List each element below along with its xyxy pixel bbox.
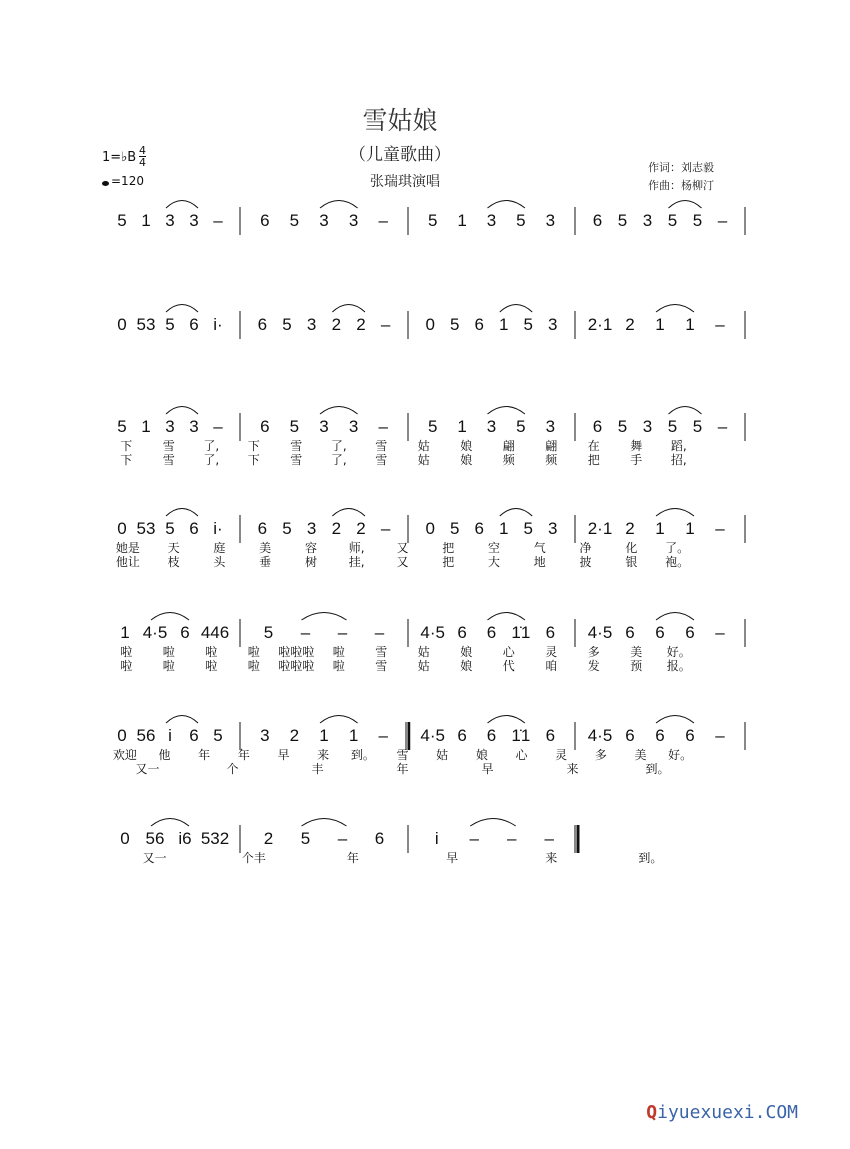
note: 6 bbox=[260, 417, 270, 436]
time-signature: 4 4 bbox=[139, 144, 146, 169]
slur bbox=[151, 819, 189, 827]
note: 6 bbox=[260, 211, 270, 230]
note: 3 bbox=[319, 417, 329, 436]
lyric-syllable: 雪 bbox=[396, 748, 409, 762]
slur bbox=[656, 716, 694, 724]
note: i· bbox=[213, 315, 223, 334]
note: 5 bbox=[427, 211, 438, 230]
note: 6 bbox=[257, 519, 268, 538]
note: i bbox=[168, 726, 172, 745]
tempo-marking: =120 bbox=[102, 174, 144, 188]
lyric-syllable: 好。 bbox=[666, 645, 691, 659]
slur bbox=[320, 201, 358, 209]
slur bbox=[500, 509, 533, 517]
note: 56 bbox=[136, 726, 156, 745]
note: 6 bbox=[486, 623, 497, 642]
note: 6 bbox=[474, 315, 484, 334]
lyric-syllable: 年 bbox=[346, 851, 359, 865]
lyric-syllable: 姑 bbox=[417, 659, 430, 673]
lyric-syllable: 好。 bbox=[668, 748, 693, 762]
note: 5 bbox=[263, 623, 274, 642]
note: 0 bbox=[117, 726, 127, 745]
lyric-syllable: 年 bbox=[396, 762, 409, 776]
lyric-syllable: 娘 bbox=[460, 453, 473, 467]
note: 5 bbox=[667, 417, 678, 436]
slur bbox=[320, 407, 358, 415]
slur bbox=[332, 509, 365, 517]
slur bbox=[470, 819, 516, 827]
note: – bbox=[213, 211, 223, 230]
lyric-syllable: 把 bbox=[442, 555, 455, 569]
slur bbox=[488, 716, 525, 724]
note: – bbox=[717, 417, 728, 436]
note: 3 bbox=[348, 211, 359, 230]
performer-credit: 张瑞琪演唱 bbox=[370, 174, 440, 190]
slur bbox=[302, 819, 347, 827]
note: – bbox=[715, 519, 725, 538]
lyric-syllable: 啦 bbox=[332, 645, 345, 659]
lyric-syllable: 心 bbox=[502, 645, 515, 659]
note: 6 bbox=[189, 726, 199, 745]
lyric-syllable: 庭 bbox=[213, 541, 226, 555]
slur bbox=[500, 305, 533, 313]
lyric-syllable: 他 bbox=[158, 748, 171, 762]
note: 3 bbox=[545, 211, 556, 230]
note: 1 bbox=[457, 211, 467, 230]
lyric-syllable: 雪 bbox=[162, 439, 175, 453]
lyric-syllable: 到。 bbox=[638, 851, 663, 865]
lyric-syllable: 下 bbox=[247, 439, 260, 453]
lyric-syllable: 姑 bbox=[417, 645, 430, 659]
lyric-syllable: 来 bbox=[545, 851, 558, 865]
note: 5 bbox=[692, 417, 703, 436]
note: – bbox=[213, 417, 223, 436]
lyric-syllable: 咱 bbox=[545, 659, 558, 673]
lyric-syllable: 容 bbox=[304, 541, 317, 555]
lyric-syllable: 啦 bbox=[120, 645, 133, 659]
note: 5 bbox=[523, 519, 533, 538]
note: 6 bbox=[257, 315, 268, 334]
note: 5 bbox=[213, 726, 223, 745]
note: 2 bbox=[331, 519, 342, 538]
note: 0 bbox=[117, 315, 127, 334]
slur bbox=[669, 201, 702, 209]
note: – bbox=[378, 726, 388, 745]
lyric-syllable: 预 bbox=[630, 659, 643, 673]
note: 2 bbox=[331, 315, 342, 334]
slur bbox=[488, 201, 525, 209]
lyric-syllable: 舞 bbox=[630, 439, 643, 453]
lyric-syllable: 啦 bbox=[332, 659, 345, 673]
lyric-syllable: 下 bbox=[120, 453, 133, 467]
note: 2 bbox=[625, 519, 635, 538]
note: 3 bbox=[548, 315, 558, 334]
watermark: Qiyuexuexi.COM bbox=[646, 1102, 798, 1123]
lyric-syllable: 娘 bbox=[460, 645, 473, 659]
slur bbox=[302, 613, 347, 621]
note: 4·5 bbox=[587, 623, 613, 642]
lyric-syllable: 代 bbox=[502, 659, 515, 673]
lyric-syllable: 雪 bbox=[375, 659, 388, 673]
slur bbox=[488, 407, 525, 415]
lyric-syllable: 年 bbox=[198, 748, 211, 762]
lyric-syllable: 下 bbox=[120, 439, 133, 453]
note: 1 bbox=[120, 623, 130, 642]
note: 1 bbox=[685, 519, 695, 538]
quarter-note-icon bbox=[102, 181, 109, 186]
slur bbox=[151, 613, 189, 621]
note: i· bbox=[213, 519, 223, 538]
lyric-syllable: 在 bbox=[587, 439, 600, 453]
note: 4·5 bbox=[587, 726, 613, 745]
lyric-syllable: 了, bbox=[330, 439, 347, 453]
slur bbox=[166, 407, 198, 415]
lyric-syllable: 了。 bbox=[665, 541, 690, 555]
lyric-syllable: 啦啦啦 bbox=[278, 645, 315, 659]
lyric-syllable: 招, bbox=[670, 453, 687, 467]
lyric-syllable: 又 bbox=[396, 541, 409, 555]
lyric-syllable: 美 bbox=[259, 541, 272, 555]
lyric-syllable: 欢迎 bbox=[112, 748, 137, 762]
lyric-syllable: 了, bbox=[203, 453, 220, 467]
note: – bbox=[337, 623, 348, 642]
note: – bbox=[374, 623, 385, 642]
lyric-syllable: 灵 bbox=[555, 748, 568, 762]
note: 56 bbox=[145, 829, 165, 848]
note: 5 bbox=[289, 211, 300, 230]
lyric-syllable: 又一 bbox=[142, 851, 167, 865]
lyric-syllable: 个 bbox=[226, 762, 239, 776]
lyric-syllable: 了, bbox=[330, 453, 347, 467]
note: 6 bbox=[655, 623, 665, 642]
note: 1 bbox=[457, 417, 467, 436]
lyric-syllable: 雪 bbox=[375, 645, 388, 659]
lyric-syllable: 把 bbox=[587, 453, 600, 467]
note: – bbox=[717, 211, 728, 230]
note: 3 bbox=[165, 417, 175, 436]
note: 5 bbox=[300, 829, 311, 848]
lyric-syllable: 来 bbox=[317, 748, 330, 762]
lyric-syllable: 了, bbox=[203, 439, 220, 453]
note: 4·5 bbox=[420, 623, 445, 642]
note: 5 bbox=[117, 417, 127, 436]
note: 1 bbox=[348, 726, 359, 745]
lyric-syllable: 地 bbox=[533, 555, 546, 569]
note: – bbox=[380, 315, 391, 334]
note: 5 bbox=[427, 417, 438, 436]
slur bbox=[320, 716, 358, 724]
lyric-syllable: 雪 bbox=[162, 453, 175, 467]
lyric-syllable: 姑 bbox=[417, 453, 430, 467]
note: 5 bbox=[165, 519, 175, 538]
slur bbox=[488, 613, 525, 621]
note: 5 bbox=[667, 211, 678, 230]
note: – bbox=[544, 829, 554, 848]
note: – bbox=[469, 829, 479, 848]
note: 3 bbox=[189, 417, 199, 436]
song-subtitle: （儿童歌曲） bbox=[349, 145, 451, 165]
note: 6 bbox=[592, 417, 603, 436]
lyric-syllable: 早 bbox=[446, 851, 459, 865]
note: 3 bbox=[486, 417, 497, 436]
lyric-syllable: 年 bbox=[237, 748, 250, 762]
lyric-syllable: 头 bbox=[213, 555, 226, 569]
lyric-syllable: 来 bbox=[566, 762, 579, 776]
note: 6 bbox=[545, 623, 556, 642]
note: 0 bbox=[425, 519, 435, 538]
note: 532 bbox=[200, 829, 230, 848]
lyric-syllable: 频 bbox=[545, 453, 558, 467]
note: 6 bbox=[625, 726, 635, 745]
note: 1 bbox=[499, 519, 509, 538]
lyric-syllable: 早 bbox=[277, 748, 290, 762]
note: 3 bbox=[486, 211, 497, 230]
note: 2 bbox=[356, 519, 366, 538]
note: 0 bbox=[120, 829, 130, 848]
note: – bbox=[715, 315, 725, 334]
lyric-syllable: 他让 bbox=[115, 555, 140, 569]
slur bbox=[166, 509, 198, 517]
note: 3 bbox=[642, 417, 653, 436]
note: 1 bbox=[499, 315, 509, 334]
lyric-syllable: 手 bbox=[630, 453, 643, 467]
note: 6 bbox=[189, 519, 199, 538]
lyric-syllable: 化 bbox=[625, 541, 638, 555]
note: 6 bbox=[457, 726, 467, 745]
note: – bbox=[378, 211, 388, 230]
note: – bbox=[715, 726, 725, 745]
lyric-syllable: 雪 bbox=[290, 439, 303, 453]
lyric-syllable: 袍。 bbox=[665, 555, 690, 569]
lyric-syllable: 树 bbox=[304, 555, 317, 569]
lyric-syllable: 啦 bbox=[162, 659, 175, 673]
lyric-syllable: 多 bbox=[594, 748, 607, 762]
lyric-syllable: 银 bbox=[625, 555, 638, 569]
note: 4·5 bbox=[142, 623, 168, 642]
note: 6 bbox=[625, 623, 635, 642]
note: 5 bbox=[523, 315, 533, 334]
note: 3 bbox=[642, 211, 653, 230]
lyric-syllable: 净 bbox=[579, 541, 592, 555]
song-title: 雪姑娘 bbox=[362, 106, 438, 135]
note: – bbox=[337, 829, 348, 848]
note: 2·1 bbox=[587, 315, 613, 334]
note: i6 bbox=[178, 829, 192, 848]
lyric-syllable: 美 bbox=[630, 645, 643, 659]
slur bbox=[656, 613, 694, 621]
lyric-syllable: 啦 bbox=[247, 645, 260, 659]
note: 1 bbox=[655, 315, 665, 334]
note: 1 bbox=[141, 417, 151, 436]
lyric-syllable: 丰 bbox=[311, 762, 324, 776]
note: 6 bbox=[180, 623, 190, 642]
lyric-syllable: 下 bbox=[247, 453, 260, 467]
note: 5 bbox=[516, 417, 526, 436]
note: 1 bbox=[655, 519, 665, 538]
lyric-syllable: 翩 bbox=[502, 439, 515, 453]
note: 6 bbox=[685, 623, 695, 642]
lyric-syllable: 报。 bbox=[666, 659, 691, 673]
lyric-syllable: 灵 bbox=[545, 645, 558, 659]
lyric-syllable: 频 bbox=[502, 453, 515, 467]
note: 6 bbox=[457, 623, 467, 642]
composer-credit: 作曲：杨柳汀 bbox=[648, 179, 714, 192]
lyric-syllable: 个丰 bbox=[241, 851, 266, 865]
lyric-syllable: 姑 bbox=[436, 748, 449, 762]
lyric-syllable: 空 bbox=[488, 541, 501, 555]
slur bbox=[166, 201, 198, 209]
lyric-syllable: 翩 bbox=[545, 439, 558, 453]
slur bbox=[656, 509, 694, 517]
slur bbox=[669, 407, 702, 415]
note: 53 bbox=[136, 519, 156, 538]
note: 6 bbox=[189, 315, 199, 334]
lyricist-credit: 作词：刘志毅 bbox=[648, 161, 714, 174]
lyric-syllable: 披 bbox=[579, 555, 592, 569]
note: 5 bbox=[282, 315, 292, 334]
lyric-syllable: 天 bbox=[167, 541, 180, 555]
note: 2 bbox=[263, 829, 274, 848]
lyric-syllable: 大 bbox=[488, 555, 501, 569]
lyric-syllable: 啦 bbox=[205, 659, 218, 673]
note: 5 bbox=[617, 417, 628, 436]
lyric-syllable: 多 bbox=[587, 645, 600, 659]
lyric-syllable: 到。 bbox=[645, 762, 670, 776]
note: 5 bbox=[617, 211, 628, 230]
note: – bbox=[715, 623, 725, 642]
lyric-syllable: 发 bbox=[587, 659, 600, 673]
note: 2 bbox=[356, 315, 366, 334]
lyric-syllable: 又 bbox=[396, 555, 409, 569]
slur bbox=[332, 305, 365, 313]
lyric-syllable: 早 bbox=[481, 762, 494, 776]
note: 6 bbox=[592, 211, 603, 230]
note: 5 bbox=[117, 211, 127, 230]
lyric-syllable: 啦 bbox=[120, 659, 133, 673]
lyric-syllable: 又一 bbox=[135, 762, 160, 776]
lyric-syllable: 她是 bbox=[115, 541, 140, 555]
slur bbox=[166, 716, 198, 724]
note: 446 bbox=[200, 623, 230, 642]
note: 6 bbox=[655, 726, 665, 745]
lyric-syllable: 娘 bbox=[460, 439, 473, 453]
note: 5 bbox=[282, 519, 292, 538]
note: 53 bbox=[136, 315, 156, 334]
lyric-syllable: 美 bbox=[634, 748, 647, 762]
lyric-syllable: 雪 bbox=[375, 453, 388, 467]
lyric-syllable: 雪 bbox=[375, 439, 388, 453]
lyric-syllable: 师, bbox=[348, 541, 365, 555]
note: 5 bbox=[165, 315, 175, 334]
note: 4·5 bbox=[420, 726, 445, 745]
lyric-syllable: 到。 bbox=[350, 748, 375, 762]
note: 3 bbox=[306, 315, 317, 334]
note: 5 bbox=[692, 211, 703, 230]
note: 5 bbox=[289, 417, 300, 436]
note: 6 bbox=[545, 726, 556, 745]
note: 0 bbox=[117, 519, 127, 538]
note: 3 bbox=[165, 211, 175, 230]
note: 6 bbox=[685, 726, 695, 745]
note: 1 bbox=[141, 211, 151, 230]
slur bbox=[166, 305, 198, 313]
lyric-syllable: 啦 bbox=[205, 645, 218, 659]
note: 1̇1 bbox=[511, 726, 531, 745]
lyric-syllable: 枝 bbox=[167, 555, 180, 569]
lyric-syllable: 蹈, bbox=[670, 439, 687, 453]
note: 5 bbox=[450, 519, 460, 538]
note: 1̇1 bbox=[511, 623, 531, 642]
lyric-syllable: 娘 bbox=[460, 659, 473, 673]
note: 0 bbox=[425, 315, 435, 334]
note: 3 bbox=[548, 519, 558, 538]
lyric-syllable: 啦 bbox=[162, 645, 175, 659]
note: 2 bbox=[289, 726, 300, 745]
note: 2·1 bbox=[587, 519, 613, 538]
note: – bbox=[378, 417, 388, 436]
note: 3 bbox=[260, 726, 270, 745]
lyric-syllable: 啦啦啦 bbox=[278, 659, 315, 673]
note: 2 bbox=[625, 315, 635, 334]
lyric-syllable: 雪 bbox=[290, 453, 303, 467]
note: – bbox=[300, 623, 311, 642]
lyric-syllable: 心 bbox=[515, 748, 528, 762]
note: 1 bbox=[685, 315, 695, 334]
lyric-syllable: 啦 bbox=[247, 659, 260, 673]
note: 1 bbox=[319, 726, 329, 745]
note: 3 bbox=[306, 519, 317, 538]
slur bbox=[656, 305, 694, 313]
note: 5 bbox=[450, 315, 460, 334]
note: 6 bbox=[486, 726, 497, 745]
note: 3 bbox=[545, 417, 556, 436]
lyric-syllable: 气 bbox=[533, 541, 546, 555]
key-signature: 1=♭B bbox=[102, 150, 137, 165]
lyric-syllable: 娘 bbox=[475, 748, 488, 762]
note: 5 bbox=[516, 211, 526, 230]
note: 3 bbox=[189, 211, 199, 230]
lyric-syllable: 垂 bbox=[259, 555, 272, 569]
note: – bbox=[380, 519, 391, 538]
note: i bbox=[434, 829, 439, 848]
note: 6 bbox=[374, 829, 385, 848]
note: – bbox=[507, 829, 517, 848]
note: 3 bbox=[319, 211, 329, 230]
lyric-syllable: 挂, bbox=[348, 555, 365, 569]
note: 3 bbox=[348, 417, 359, 436]
lyric-syllable: 把 bbox=[442, 541, 455, 555]
note: 6 bbox=[474, 519, 484, 538]
lyric-syllable: 姑 bbox=[417, 439, 430, 453]
